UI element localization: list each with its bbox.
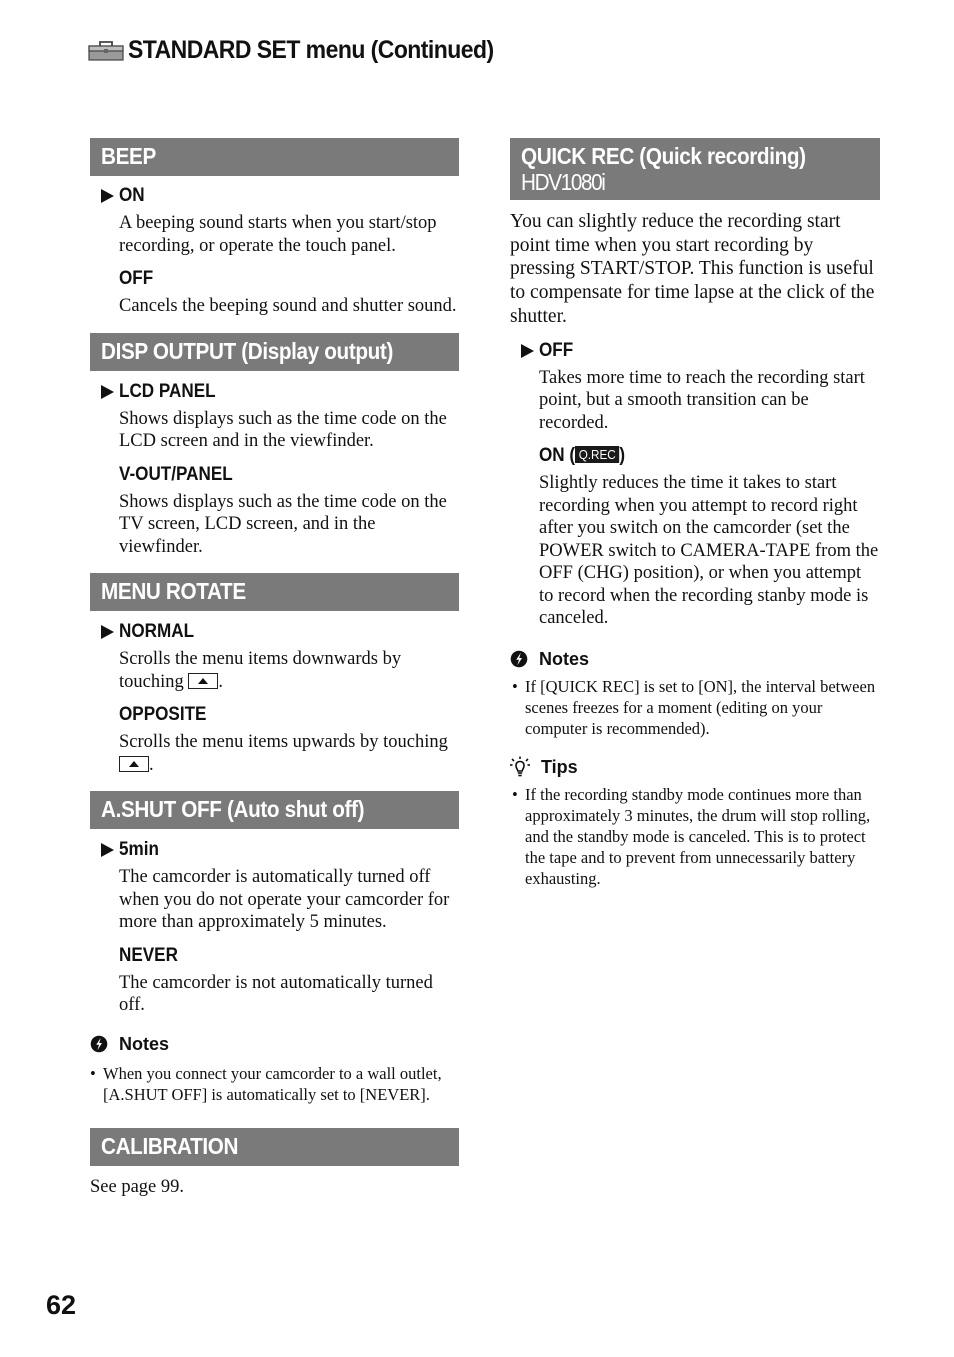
option-lcd-panel: LCD PANEL <box>90 381 459 403</box>
notes-heading: Notes <box>90 1033 459 1055</box>
section-header-quick-rec: QUICK REC (Quick recording) HDV1080i <box>510 138 880 200</box>
option-quick-rec-on: ON ( Q.REC ) <box>539 445 626 467</box>
hdv-1080i-mark: HDV1080i <box>521 169 605 195</box>
option-description: Takes more time to reach the recording start point, but a smooth transition can be recorded. <box>539 367 865 433</box>
scroll-up-button-icon <box>188 673 218 689</box>
default-marker-icon <box>101 843 114 857</box>
option-beep-on: ON <box>90 185 459 207</box>
option-normal: NORMAL <box>90 621 459 643</box>
option-beep-off: OFF <box>119 268 154 289</box>
right-column <box>510 138 880 889</box>
q-rec-indicator-icon: Q.REC <box>575 446 619 463</box>
option-description: The camcorder is automatically turned off when you do not operate your camcorder for more than approximately 5 minutes. <box>119 867 450 932</box>
option-never: NEVER <box>119 944 178 966</box>
note-item: • If [QUICK REC] is set to [ON], the interval between scenes freezes for a moment (editing on your computer is recommended). <box>512 676 876 738</box>
section-header-menu-rotate: MENU ROTATE <box>90 573 459 611</box>
page-number: 62 <box>46 1290 77 1320</box>
option-description: A beeping sound starts when you start/stop recording, or operate the touch panel. <box>119 213 437 256</box>
calibration-reference: See page 99. <box>90 1176 185 1197</box>
section-header-disp-output: DISP OUTPUT (Display output) <box>90 333 459 371</box>
section-header-calibration: CALIBRATION <box>90 1128 459 1166</box>
notes-icon <box>90 1035 108 1053</box>
option-opposite: OPPOSITE <box>119 704 207 725</box>
default-marker-icon <box>101 625 114 639</box>
default-marker-icon <box>101 385 114 399</box>
option-description: Shows displays such as the time code on the LCD screen and in the viewfinder. <box>119 408 447 451</box>
notes-heading: Notes <box>510 648 880 670</box>
option-description: Slightly reduces the time it takes to start recording when you attempt to record right after you switch on the camcorder (set the POWER switch to CAMERA-TAPE from the OFF (CHG) position), or when you attempt to record when the recording stanby mode is canceled. <box>539 473 879 629</box>
option-description: Scrolls the menu items downwards by touching . <box>119 649 402 692</box>
option-description: Cancels the beeping sound and shutter sound. <box>119 296 457 316</box>
tip-item: • If the recording standby mode continues more than approximately 3 minutes, the drum will stop rolling, and the standby mode is canceled. This is to protect the tape and to prevent from unnecessarily battery exhausting. <box>512 784 871 888</box>
section-header-beep: BEEP <box>90 138 459 176</box>
quick-rec-intro: You can slightly reduce the recording start point time when you start recording by pressing START/STOP. This function is useful to compensate for time lapse at the click of the shutter. <box>510 211 875 327</box>
option-description: Shows displays such as the time code on the TV screen, LCD screen, and in the viewfinder. <box>119 491 447 557</box>
option-quick-rec-off: OFF <box>510 340 880 362</box>
notes-icon <box>510 650 528 668</box>
scroll-up-button-icon <box>119 756 149 772</box>
option-5min: 5min <box>90 839 459 861</box>
default-marker-icon <box>101 189 114 203</box>
default-marker-icon <box>521 344 534 358</box>
option-description: Scrolls the menu items upwards by touching . <box>119 732 448 775</box>
page-title: STANDARD SET menu (Continued) <box>128 35 494 64</box>
option-description: The camcorder is not automatically turned off. <box>119 972 433 1015</box>
tips-heading: Tips <box>510 756 880 778</box>
toolbox-icon <box>88 38 124 62</box>
option-v-out-panel: V-OUT/PANEL <box>119 463 233 485</box>
left-column <box>90 138 459 1199</box>
section-header-auto-shut-off: A.SHUT OFF (Auto shut off) <box>90 791 459 829</box>
lightbulb-icon <box>510 756 530 778</box>
note-item: • When you connect your camcorder to a wall outlet, [A.SHUT OFF] is automatically set to [NEVER]. <box>90 1063 442 1104</box>
page-header <box>88 32 525 68</box>
